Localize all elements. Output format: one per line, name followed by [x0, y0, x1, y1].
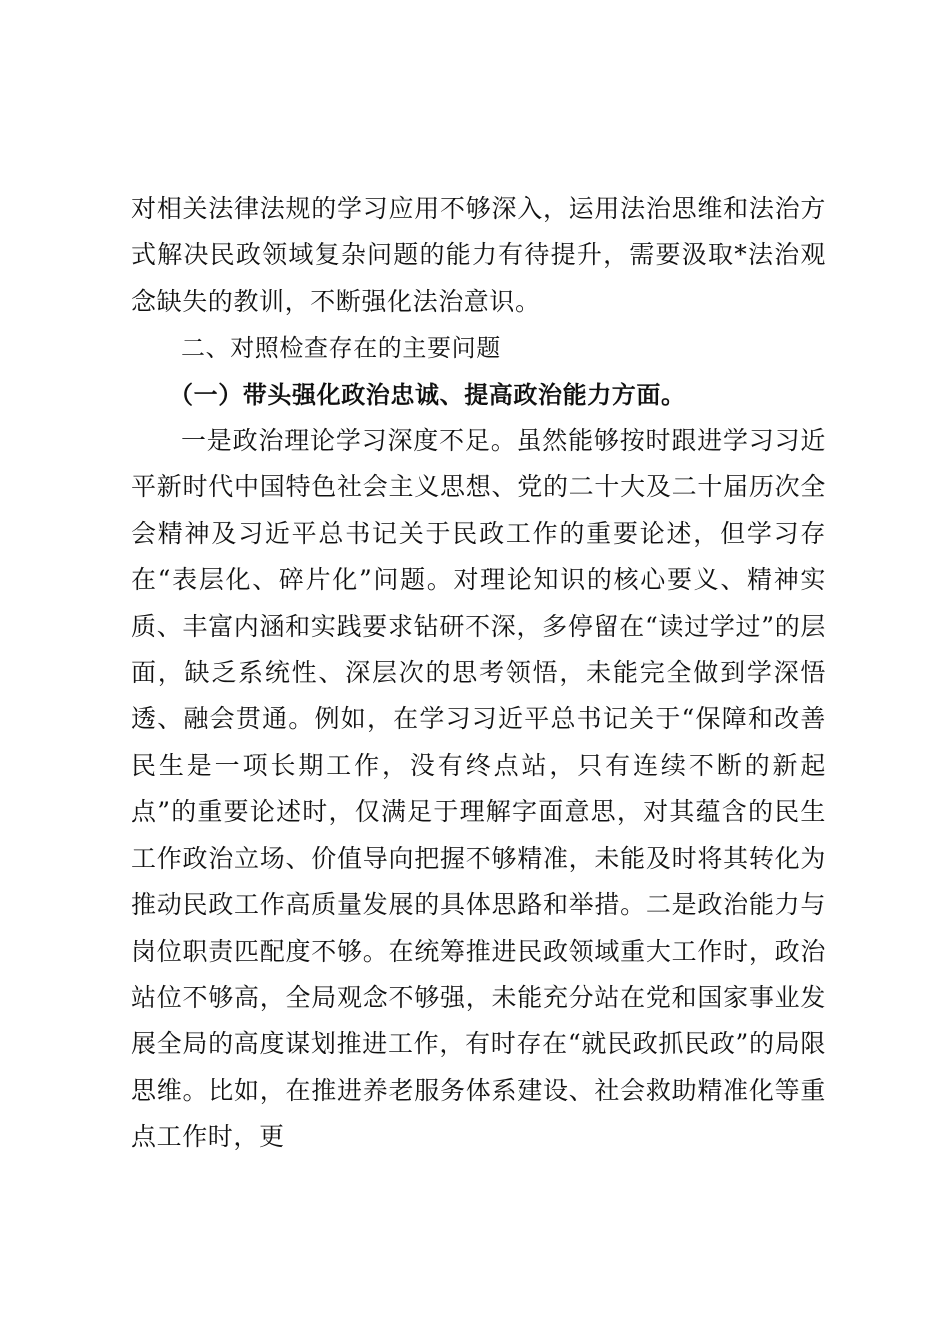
- paragraph-continuation: 对相关法律法规的学习应用不够深入，运用法治思维和法治方式解决民政领域复杂问题的能力有待提升，需要汲取*法治观念缺失的教训，不断强化法治意识。: [131, 194, 826, 316]
- subsection-heading: （一）带头强化政治忠诚、提高政治能力方面。: [169, 379, 686, 409]
- document-body: [131, 186, 826, 1161]
- paragraph-body: 一是政治理论学习深度不足。虽然能够按时跟进学习习近平新时代中国特色社会主义思想、党的二十大及二十届历次全会精神及习近平总书记关于民政工作的重要论述，但学习存在“表层化、碎片化”问题。对理论知识的核心要义、精神实质、丰富内涵和实践要求钻研不深，多停留在“读过学过”的层面，缺乏系统性、深层次的思考领悟，未能完全做到学深悟透、融会贯通。例如，在学习习近平总书记关于“保障和改善民生是一项长期工作，没有终点站，只有连续不断的新起点”的重要论述时，仅满足于理解字面意思，对其蕴含的民生工作政治立场、价值导向把握不够精准，未能及时将其转化为推动民政工作高质量发展的具体思路和举措。二是政治能力与岗位职责匹配度不够。在统筹推进民政领域重大工作时，政治站位不够高，全局观念不够强，未能充分站在党和国家事业发展全局的高度谋划推进工作，有时存在“就民政抓民政”的局限思维。比如，在推进养老服务体系建设、社会救助精准化等重点工作时，更: [131, 426, 826, 1152]
- section-heading: 二、对照检查存在的主要问题: [181, 334, 501, 363]
